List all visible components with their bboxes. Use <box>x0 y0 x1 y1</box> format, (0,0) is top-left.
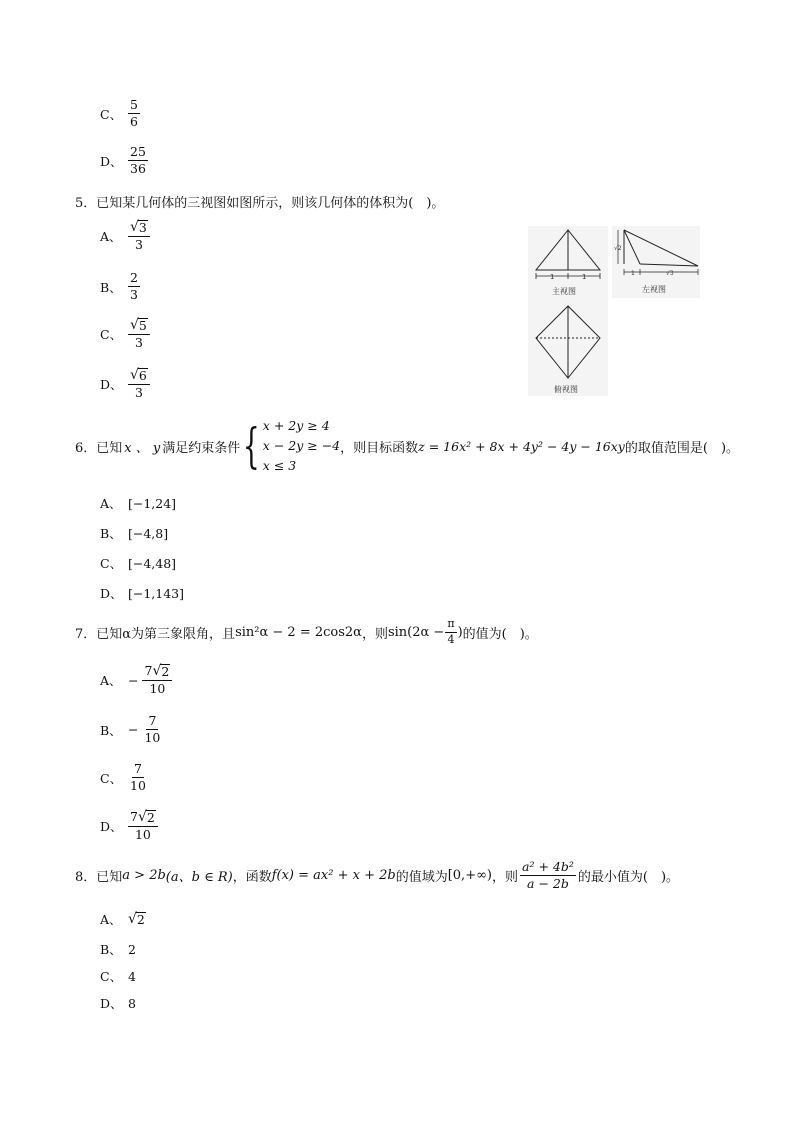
q8-option-c: C、 4 <box>100 968 136 984</box>
q6-option-a: A、 [−1,24] <box>100 495 177 511</box>
constraint-system: { x + 2y ≥ 4 x − 2y ≥ −4 x ≤ 3 <box>243 418 341 474</box>
q4-option-c: C、 $\frac{5}{6}$ <box>100 97 138 130</box>
q7-option-b: B、 − $\frac{7}{10}$ <box>100 713 161 746</box>
q5-option-a: A、 √ 3 3 <box>100 220 150 252</box>
q5-stem: 5．已知某几何体的三视图如图所示，则该几何体的体积为( )。 <box>75 196 445 211</box>
left-dim-one: 1 <box>631 270 635 277</box>
q8-option-b: B、 2 <box>100 941 136 957</box>
q8-option-a: A、 √ 2 <box>100 910 145 927</box>
q6-option-b: B、 [−4,8] <box>100 525 169 541</box>
fraction: $\frac{5}{6}$ <box>130 97 138 130</box>
three-view-figure <box>528 226 700 396</box>
q6-option-c: C、 [−4,48] <box>100 555 177 571</box>
left-dim-root3: √3 <box>666 270 674 277</box>
q7-stem: 7．已知α为第三象限角，且 sin²α − 2 = 2cos2α ，则 sin(2α − $\frac{\pi}{4}$ ) 的值为( )。 <box>75 617 538 646</box>
q8-option-d: D、 8 <box>100 995 136 1011</box>
front-view-caption: 主视图 <box>552 287 576 296</box>
q7-option-d: D、 7 √ 2 10 <box>100 810 158 842</box>
q5-option-c: C、 √ 5 3 <box>100 318 150 350</box>
q6-option-d: D、 [−1,143] <box>100 585 185 601</box>
top-view-caption: 俯视图 <box>554 385 578 394</box>
q5-option-b: B、 $\frac{2}{3}$ <box>100 270 138 303</box>
q7-option-a: A、 − 7 √ 2 10 <box>100 664 172 696</box>
front-dim-left: 1 <box>550 273 555 281</box>
q6-stem: 6．已知 x 、 y 满足约束条件 { x + 2y ≥ 4 x − 2y ≥ −4 x ≤ 3 ，则目标函数 z = 16x² + 8x + 4y² − 4y − 16xy 的取值范围是( )。 <box>75 418 740 474</box>
front-dim-right: 1 <box>582 273 587 281</box>
q8-stem: 8．已知 a > 2b (a、b ∈ R) ，函数 f(x) = ax² + x + 2b 的值域为 [0,+∞) ，则 $\frac{\text{a² + 4b²}}{a - 2b}$ 的最小值为( )。 <box>75 859 680 892</box>
q5-option-d: D、 √ 6 3 <box>100 368 150 400</box>
left-view-caption: 左视图 <box>642 285 666 294</box>
q7-option-c: C、 $\frac{7}{10}$ <box>100 761 146 794</box>
left-dim-height: √2 <box>614 245 622 252</box>
q4-option-d: D、 $\frac{25}{36}$ <box>100 144 146 177</box>
fraction: $\frac{25}{36}$ <box>130 144 146 177</box>
